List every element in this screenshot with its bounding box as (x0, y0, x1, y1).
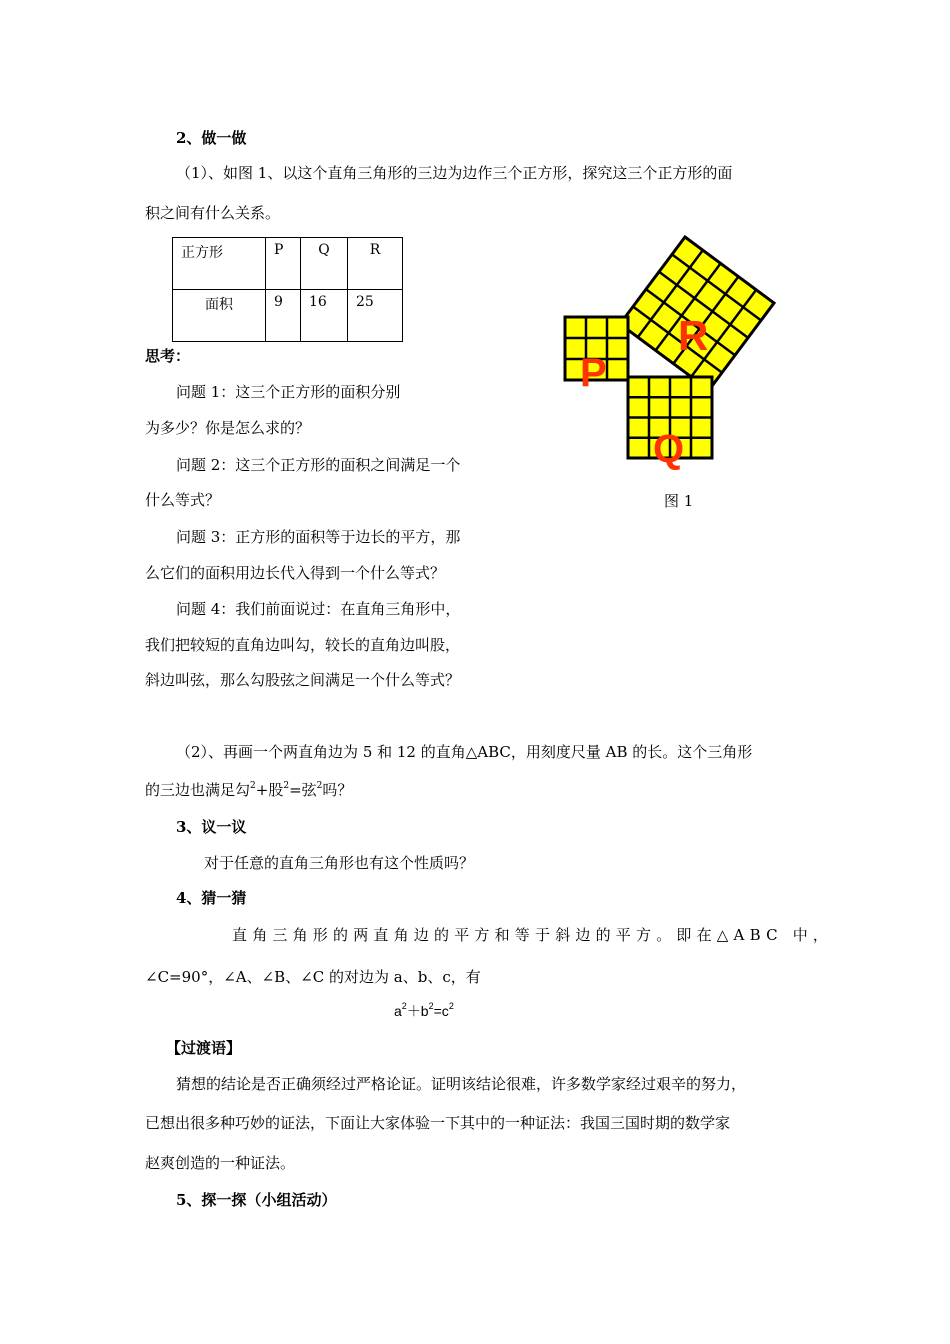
transition-title: 【过渡语】 (166, 1039, 242, 1057)
think-line: 问题 4：我们前面说过：在直角三角形中， (176, 600, 461, 618)
think-line: 斜边叫弦，那么勾股弦之间满足一个什么等式？ (145, 671, 461, 689)
table-header-r: R (348, 238, 403, 290)
section-4-line2: ∠C=90°，∠A、∠B、∠C 的对边为 a、b、c，有 (145, 968, 481, 986)
table-header-q: Q (301, 238, 348, 290)
figure-caption: 图 1 (664, 492, 694, 510)
section-5-title: 5、探一探（小组活动） (176, 1191, 337, 1209)
think-line: 什么等式？ (145, 491, 221, 509)
think-line: 么它们的面积用边长代入得到一个什么等式？ (145, 564, 446, 582)
section-4-line1: 直角三角形的两直角边的平方和等于斜边的平方。即在△ABC 中， (232, 926, 834, 944)
table-cell-r: 25 (348, 290, 403, 342)
superscript: 2 (316, 781, 323, 791)
think-line: 问题 3：正方形的面积等于边长的平方，那 (176, 528, 461, 546)
label-p: P (580, 351, 607, 395)
formula-a: a (394, 1003, 402, 1019)
superscript: 2 (401, 1001, 407, 1011)
part2-text-c: =弦 (289, 781, 317, 799)
formula-eq-c: =c (433, 1003, 449, 1019)
part2-text-a: 的三边也满足勾 (145, 781, 251, 799)
pythagorean-formula (394, 1001, 454, 1021)
table-header-p: P (266, 238, 301, 290)
think-title: 思考： (145, 347, 191, 365)
part2-text-d: 吗？ (322, 781, 353, 799)
table-cell-q: 16 (301, 290, 348, 342)
part2-text-b: +股 (255, 781, 284, 799)
transition-line: 赵爽创造的一种证法。 (145, 1154, 296, 1172)
label-r: R (678, 312, 709, 359)
section-3-text: 对于任意的直角三角形也有这个性质吗？ (204, 854, 475, 872)
superscript: 2 (448, 1001, 454, 1011)
part2-line2 (145, 780, 352, 800)
think-line: 我们把较短的直角边叫勾，较长的直角边叫股， (145, 636, 461, 654)
think-line: 为多少？你是怎么求的？ (145, 419, 311, 437)
part1-line2: 积之间有什么关系。 (145, 204, 281, 222)
transition-line: 猜想的结论是否正确须经过严格论证。证明该结论很难，许多数学家经过艰辛的努力， (176, 1075, 747, 1093)
label-q: Q (653, 427, 685, 471)
transition-line: 已想出很多种巧妙的证法，下面让大家体验一下其中的一种证法：我国三国时期的数学家 (145, 1114, 731, 1132)
part1-line1: （1）、如图 1、以这个直角三角形的三边为边作三个正方形，探究这三个正方形的面 (176, 164, 733, 182)
section-4-title: 4、猜一猜 (176, 889, 247, 907)
superscript: 2 (428, 1001, 434, 1011)
section-3-title: 3、议一议 (176, 818, 247, 836)
superscript: 2 (283, 781, 290, 791)
superscript: 2 (250, 781, 256, 791)
part2-line1: （2）、再画一个两直角边为 5 和 12 的直角△ABC，用刻度尺量 AB 的长。这个三角形 (176, 743, 753, 761)
think-line: 问题 2：这三个正方形的面积之间满足一个 (176, 456, 461, 474)
table-header-square: 正方形 (173, 238, 266, 290)
table-cell-p: 9 (266, 290, 301, 342)
section-2-title: 2、做一做 (176, 129, 247, 147)
table-cell-area: 面积 (173, 290, 266, 342)
figure-1-squares (0, 0, 950, 520)
think-line: 问题 1：这三个正方形的面积分别 (176, 383, 401, 401)
formula-plus-b: ＋b (406, 1003, 429, 1019)
